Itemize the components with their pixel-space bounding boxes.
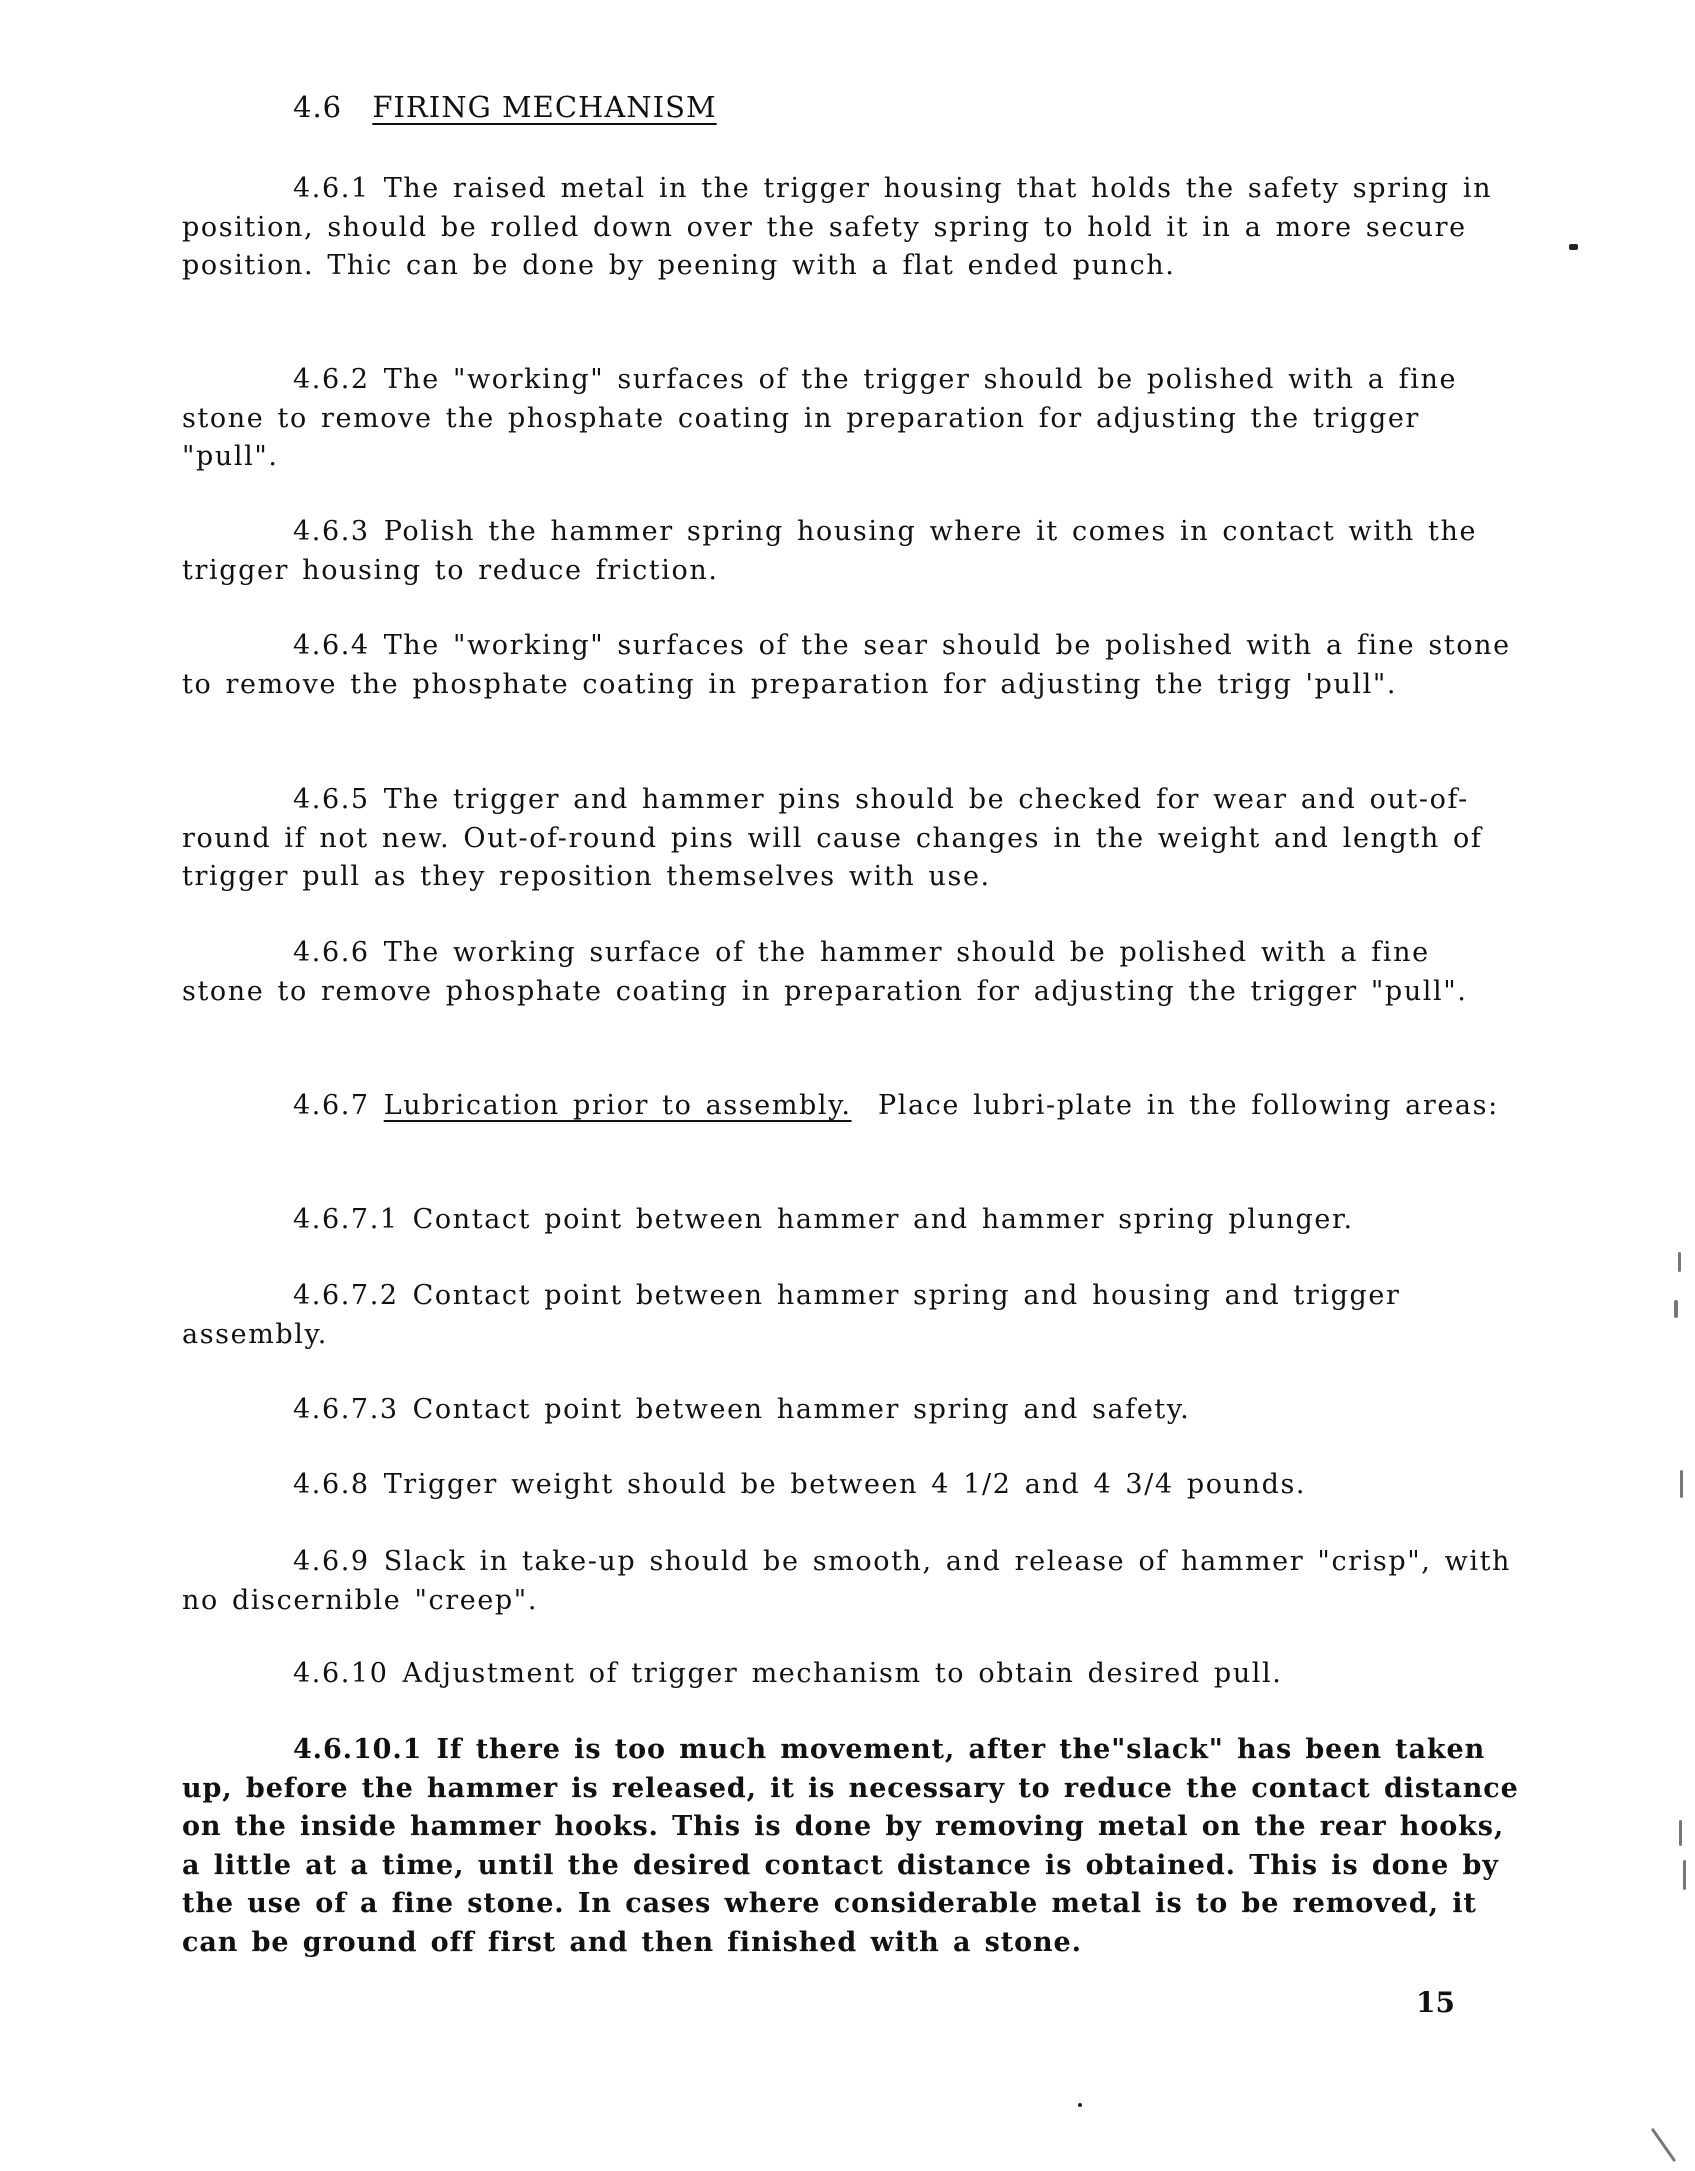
paragraph-number: 4.6.10 xyxy=(293,1658,389,1689)
paragraph-number: 4.6.7.3 xyxy=(293,1394,399,1425)
paragraph-text: Adjustment of trigger mechanism to obtain desired pull. xyxy=(402,1658,1283,1689)
paragraph-number: 4.6.5 xyxy=(293,784,370,815)
paragraph-text: The "working" surfaces of the trigger should be polished with a fine stone to remove the phosphate coating in preparation for adjusting the trigger "pull". xyxy=(182,364,1458,472)
paragraph-text: Slack in take-up should be smooth, and release of hammer "crisp", with no discernible "creep". xyxy=(182,1546,1512,1616)
page-number: 15 xyxy=(1416,1986,1455,2019)
paragraph-text: The working surface of the hammer should be polished with a fine stone to remove phosphate coating in preparation for adjusting the trigger "pull". xyxy=(182,937,1468,1007)
paragraph-4-6-9 xyxy=(182,1543,1522,1620)
paragraph-number: 4.6.6 xyxy=(293,937,370,968)
scan-edge-mark xyxy=(1678,1252,1681,1272)
scan-edge-mark xyxy=(1679,1820,1682,1846)
paragraph-text: The raised metal in the trigger housing that holds the safety spring in position, should be rolled down over the safety spring to hold it in a more secure position. Thic can be done by peening with a flat ended punch. xyxy=(182,173,1493,281)
paragraph-number: 4.6.9 xyxy=(293,1546,370,1577)
paragraph-4-6-7-2 xyxy=(182,1277,1522,1354)
paragraph-text: Place lubri-plate in the following areas: xyxy=(877,1090,1499,1121)
paragraph-4-6-6 xyxy=(182,934,1522,1011)
paragraph-number: 4.6.7.1 xyxy=(293,1204,399,1235)
paragraph-subtitle: Lubrication prior to assembly. xyxy=(383,1090,852,1121)
paragraph-text: Contact point between hammer spring and housing and trigger assembly. xyxy=(182,1280,1401,1350)
paragraph-number: 4.6.4 xyxy=(293,630,370,661)
paragraph-4-6-2 xyxy=(182,361,1522,477)
paragraph-number: 4.6.8 xyxy=(293,1469,370,1500)
scan-edge-mark xyxy=(1651,2128,1676,2162)
paragraph-text: The "working" surfaces of the sear should be polished with a fine stone to remove the phosphate coating in preparation for adjusting the trigg 'pull". xyxy=(182,630,1511,700)
section-heading xyxy=(293,90,717,124)
paragraph-text: Contact point between hammer spring and safety. xyxy=(412,1394,1191,1425)
paragraph-number: 4.6.1 xyxy=(293,173,370,204)
paragraph-text: If there is too much movement, after the"slack" has been taken up, before the hammer is released, it is necessary to reduce the contact distance on the inside hammer hooks. This is done by removing metal on the rear hooks, a little at a time, until the desired contact distance is obtained. This is done by the use of a fine stone. In cases where considerable metal is to be removed, it can be ground off first and then finished with a stone. xyxy=(182,1734,1519,1958)
paragraph-4-6-7 xyxy=(182,1087,1522,1126)
scan-edge-mark xyxy=(1674,1300,1678,1318)
paragraph-4-6-4 xyxy=(182,627,1522,704)
paragraph-text: Polish the hammer spring housing where it comes in contact with the trigger housing to reduce friction. xyxy=(182,516,1478,586)
section-number: 4.6 xyxy=(293,90,343,124)
scan-speck xyxy=(1569,244,1578,250)
paragraph-4-6-5 xyxy=(182,781,1522,897)
paragraph-number: 4.6.2 xyxy=(293,364,370,395)
paragraph-4-6-3 xyxy=(182,513,1522,590)
scan-speck xyxy=(1078,2103,1082,2107)
paragraph-number: 4.6.7 xyxy=(293,1090,370,1121)
paragraph-number: 4.6.10.1 xyxy=(293,1734,423,1765)
paragraph-4-6-7-1 xyxy=(182,1201,1522,1240)
scan-edge-mark xyxy=(1683,1860,1686,1890)
paragraph-number: 4.6.3 xyxy=(293,516,370,547)
paragraph-text: The trigger and hammer pins should be checked for wear and out-of-round if not new. Out-of-round pins will cause changes in the weight and length of trigger pull as they reposition themselves with use. xyxy=(182,784,1483,892)
paragraph-4-6-7-3 xyxy=(182,1391,1522,1430)
paragraph-text: Contact point between hammer and hammer spring plunger. xyxy=(412,1204,1354,1235)
section-title: FIRING MECHANISM xyxy=(372,90,717,124)
paragraph-4-6-8 xyxy=(182,1466,1522,1505)
paragraph-4-6-10 xyxy=(182,1655,1522,1694)
paragraph-text: Trigger weight should be between 4 1/2 and 4 3/4 pounds. xyxy=(383,1469,1307,1500)
paragraph-4-6-10-1 xyxy=(182,1731,1522,1962)
paragraph-number: 4.6.7.2 xyxy=(293,1280,399,1311)
paragraph-4-6-1 xyxy=(182,170,1522,286)
scan-edge-mark xyxy=(1680,1470,1683,1498)
